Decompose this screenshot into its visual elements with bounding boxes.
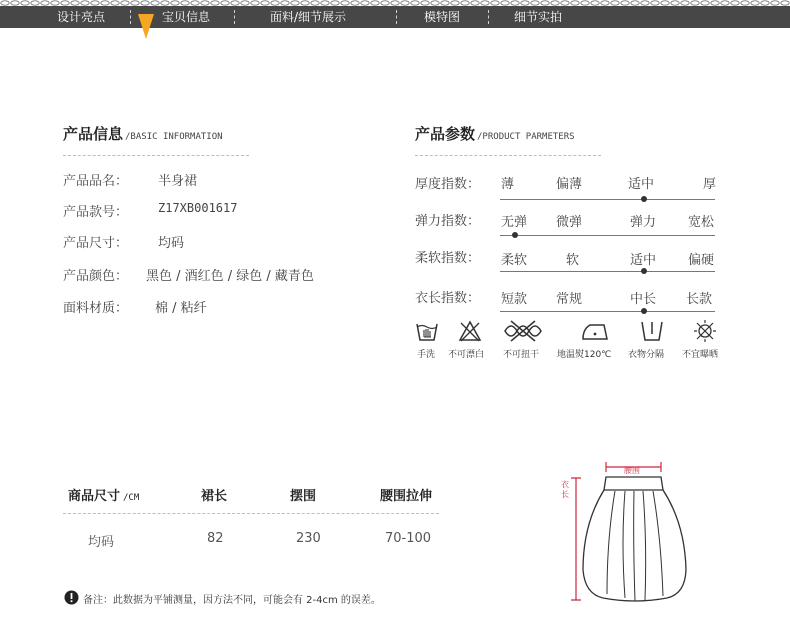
size-table-header: 裙长 [201, 489, 228, 504]
nav-bar [0, 6, 790, 28]
nav-separator [396, 10, 397, 24]
size-table-unit: /CM [123, 493, 140, 503]
param-scale-line [500, 311, 715, 312]
no-sun-dry-icon [693, 319, 717, 343]
nav-tab-design-highlights[interactable]: 设计亮点 [57, 10, 106, 24]
care-label: 地温熨120℃ [557, 350, 612, 360]
nav-tab-fabric-details[interactable]: 面料/细节展示 [270, 10, 347, 24]
length-label: 衣长 [561, 480, 569, 499]
nav-separator [234, 10, 235, 24]
skirt-waistband [604, 477, 663, 490]
top-navigation [0, 0, 790, 34]
measurement-note: 备注：此数据为平铺测量，因方法不同，可能会有 2-4cm 的误差。 [83, 595, 381, 606]
size-table-header: 腰围拉伸 [380, 489, 433, 504]
info-value-color: 黑色 / 酒红色 / 绿色 / 藏青色 [146, 269, 314, 284]
size-cell: 均码 [88, 535, 115, 550]
no-bleach-icon [458, 319, 482, 343]
param-option: 长款 [686, 292, 713, 307]
params-subtitle: /PRODUCT PARMETERS [477, 132, 575, 142]
hand-wash-icon [415, 319, 439, 343]
nav-separator [488, 10, 489, 24]
skirt-measurement-diagram [555, 458, 715, 610]
nav-tab-product-info[interactable]: 宝贝信息 [162, 10, 211, 24]
param-scale-marker [641, 268, 647, 274]
info-value-size: 均码 [158, 236, 185, 251]
divider [415, 155, 601, 156]
low-iron-icon [580, 319, 610, 343]
param-label-length: 衣长指数： [415, 291, 481, 306]
nav-tab-detail-photos[interactable]: 细节实拍 [514, 10, 563, 24]
warning-icon [64, 590, 79, 605]
param-option: 偏硬 [688, 253, 715, 268]
care-label: 手洗 [417, 350, 436, 360]
info-value-style-number: Z17XB001617 [158, 201, 238, 215]
param-option: 厚 [703, 177, 717, 192]
size-cell: 230 [296, 531, 321, 546]
param-option: 偏薄 [556, 177, 583, 192]
basic-info-subtitle: /BASIC INFORMATION [125, 132, 223, 142]
info-label-material: 面料材质： [63, 301, 129, 316]
size-cell: 70-100 [385, 531, 432, 546]
basic-info-heading [63, 123, 223, 144]
param-option: 常规 [556, 292, 583, 307]
param-scale-marker [641, 196, 647, 202]
size-cell: 82 [207, 531, 224, 546]
param-label-softness: 柔软指数： [415, 251, 481, 266]
divider [63, 513, 439, 514]
param-option: 软 [566, 253, 580, 268]
care-label: 不可扭干 [503, 350, 540, 360]
param-option: 中长 [630, 292, 657, 307]
param-option: 微弹 [556, 215, 583, 230]
param-option: 短款 [501, 292, 528, 307]
params-title: 产品参数 [415, 125, 476, 143]
info-value-material: 棉 / 粘纤 [155, 301, 207, 316]
size-table-title: 商品尺寸 [68, 489, 121, 504]
info-label-style-number: 产品款号： [63, 205, 129, 220]
no-wring-icon [503, 319, 543, 343]
size-table-header-title [68, 485, 139, 504]
basic-info-title: 产品信息 [63, 125, 124, 143]
param-option: 无弹 [501, 215, 528, 230]
waist-label: 腰围 [624, 466, 640, 475]
care-label: 衣物分隔 [628, 350, 665, 360]
care-label: 不可漂白 [448, 350, 485, 360]
care-label: 不宜曝晒 [682, 350, 719, 360]
param-option: 薄 [501, 177, 515, 192]
skirt-pleats [607, 491, 663, 601]
param-option: 适中 [630, 253, 657, 268]
param-option: 适中 [628, 177, 655, 192]
separate-wash-icon [640, 319, 664, 343]
active-tab-pointer [138, 14, 154, 39]
param-scale-marker [641, 308, 647, 314]
size-table-header: 摆围 [290, 489, 317, 504]
param-option: 柔软 [501, 253, 528, 268]
params-heading [415, 123, 575, 144]
info-label-name: 产品品名： [63, 174, 129, 189]
param-option: 弹力 [630, 215, 657, 230]
param-scale-marker [512, 232, 518, 238]
param-scale-line [500, 271, 715, 272]
param-option: 宽松 [688, 215, 715, 230]
info-label-size: 产品尺寸： [63, 236, 129, 251]
param-label-thickness: 厚度指数： [415, 177, 481, 192]
param-label-elasticity: 弹力指数： [415, 214, 481, 229]
param-scale-line [500, 199, 715, 200]
info-value-name: 半身裙 [158, 174, 198, 189]
length-measure-line [571, 478, 581, 600]
nav-tab-model-photos[interactable]: 模特图 [424, 10, 461, 24]
info-label-color: 产品颜色： [63, 269, 129, 284]
nav-separator [130, 10, 131, 24]
divider [63, 155, 249, 156]
param-scale-line [500, 235, 715, 236]
